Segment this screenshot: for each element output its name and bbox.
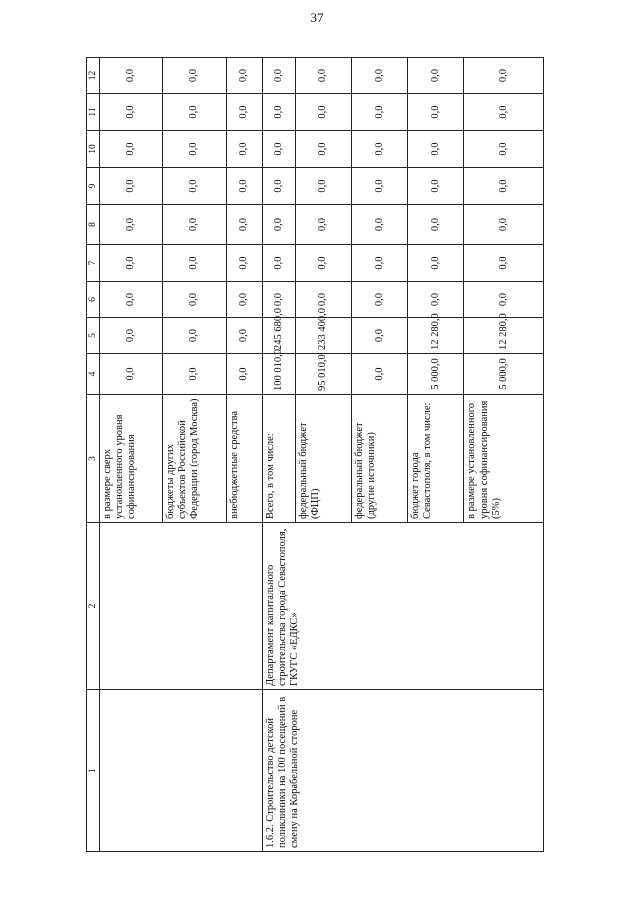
value-cell: 0,0 bbox=[408, 205, 464, 245]
value-cell: 0,0 bbox=[163, 131, 227, 168]
value-cell bbox=[100, 57, 163, 58]
value-cell: 0,0 bbox=[464, 168, 544, 205]
column-number: 3 bbox=[87, 395, 100, 523]
value-cell: 0,0 bbox=[352, 205, 408, 245]
column-number: 9 bbox=[87, 168, 100, 205]
value-cell: 0,0 bbox=[263, 168, 296, 205]
table-row bbox=[263, 57, 296, 852]
executor-cell bbox=[100, 523, 263, 690]
value-cell: 0,0 bbox=[464, 58, 544, 94]
value-cell: 0,0 bbox=[100, 168, 163, 205]
table-row bbox=[100, 57, 163, 852]
value-cell: 0,0 bbox=[163, 58, 227, 94]
column-number: 11 bbox=[87, 94, 100, 131]
value-cell: 0,0 bbox=[408, 282, 464, 318]
value-cell: 0,0 bbox=[163, 245, 227, 282]
funding-table bbox=[86, 57, 544, 852]
value-cell: 0,0 bbox=[464, 245, 544, 282]
value-cell: 245 680,0 bbox=[263, 318, 296, 354]
funding-source-cell: бюджет города Севастополя, в том числе: bbox=[408, 395, 464, 523]
value-cell: 0,0 bbox=[408, 94, 464, 131]
value-cell: 0,0 bbox=[163, 94, 227, 131]
column-number: 7 bbox=[87, 245, 100, 282]
value-cell: 12 280,0 bbox=[408, 318, 464, 354]
value-cell bbox=[352, 57, 408, 58]
funding-source-cell: федеральный бюджет (ФЦП) bbox=[295, 395, 351, 523]
value-cell: 0,0 bbox=[100, 318, 163, 354]
column-number bbox=[87, 57, 100, 58]
value-cell: 0,0 bbox=[227, 205, 263, 245]
value-cell: 0,0 bbox=[263, 245, 296, 282]
value-cell: 0,0 bbox=[295, 282, 351, 318]
value-cell: 0,0 bbox=[227, 131, 263, 168]
value-cell: 0,0 bbox=[227, 245, 263, 282]
column-number: 12 bbox=[87, 58, 100, 94]
value-cell bbox=[464, 57, 544, 58]
value-cell: 0,0 bbox=[295, 94, 351, 131]
funding-source-cell: внебюджетные средства bbox=[227, 395, 263, 523]
value-cell: 0,0 bbox=[100, 205, 163, 245]
value-cell: 0,0 bbox=[352, 245, 408, 282]
value-cell: 0,0 bbox=[100, 354, 163, 395]
value-cell: 0,0 bbox=[163, 318, 227, 354]
value-cell: 0,0 bbox=[227, 168, 263, 205]
funding-source-cell: Всего, в том числе: bbox=[263, 395, 296, 523]
value-cell: 0,0 bbox=[263, 131, 296, 168]
value-cell: 0,0 bbox=[100, 131, 163, 168]
value-cell bbox=[295, 57, 351, 58]
value-cell: 0,0 bbox=[227, 282, 263, 318]
value-cell: 5 000,0 bbox=[464, 354, 544, 395]
value-cell: 0,0 bbox=[163, 354, 227, 395]
value-cell: 0,0 bbox=[352, 94, 408, 131]
value-cell: 0,0 bbox=[408, 245, 464, 282]
value-cell: 0,0 bbox=[163, 168, 227, 205]
value-cell: 95 010,0 bbox=[295, 354, 351, 395]
value-cell bbox=[408, 57, 464, 58]
value-cell: 0,0 bbox=[163, 282, 227, 318]
value-cell bbox=[163, 57, 227, 58]
column-number: 2 bbox=[87, 523, 100, 690]
project-name-cell bbox=[100, 690, 263, 852]
executor-cell: Департамент капитального строительства города Севастополя, ГКУГС «ЕДКС» bbox=[263, 523, 544, 690]
value-cell: 0,0 bbox=[352, 282, 408, 318]
value-cell: 0,0 bbox=[352, 131, 408, 168]
value-cell: 0,0 bbox=[163, 205, 227, 245]
value-cell: 0,0 bbox=[263, 94, 296, 131]
column-number: 10 bbox=[87, 131, 100, 168]
value-cell: 0,0 bbox=[295, 245, 351, 282]
column-number: 5 bbox=[87, 318, 100, 354]
value-cell: 0,0 bbox=[227, 94, 263, 131]
value-cell: 0,0 bbox=[100, 282, 163, 318]
value-cell: 0,0 bbox=[100, 58, 163, 94]
value-cell: 0,0 bbox=[464, 94, 544, 131]
value-cell: 0,0 bbox=[227, 318, 263, 354]
value-cell: 0,0 bbox=[263, 282, 296, 318]
value-cell: 0,0 bbox=[295, 131, 351, 168]
value-cell: 0,0 bbox=[464, 205, 544, 245]
table-container bbox=[86, 57, 544, 852]
funding-source-cell: бюджеты других субъектов Российской Федерации (город Москва) bbox=[163, 395, 227, 523]
column-number: 1 bbox=[87, 690, 100, 852]
value-cell: 0,0 bbox=[408, 168, 464, 205]
value-cell: 0,0 bbox=[464, 131, 544, 168]
value-cell: 0,0 bbox=[295, 168, 351, 205]
value-cell: 0,0 bbox=[227, 58, 263, 94]
page-number: 37 bbox=[310, 10, 324, 25]
value-cell: 0,0 bbox=[352, 354, 408, 395]
funding-source-cell: федеральный бюджет (другие источники) bbox=[352, 395, 408, 523]
value-cell: 5 000,0 bbox=[408, 354, 464, 395]
value-cell: 12 280,0 bbox=[464, 318, 544, 354]
value-cell bbox=[227, 57, 263, 58]
value-cell: 0,0 bbox=[295, 205, 351, 245]
value-cell: 0,0 bbox=[263, 205, 296, 245]
value-cell: 0,0 bbox=[295, 58, 351, 94]
value-cell bbox=[263, 57, 296, 58]
value-cell: 0,0 bbox=[408, 131, 464, 168]
value-cell: 0,0 bbox=[100, 94, 163, 131]
value-cell: 233 400,0 bbox=[295, 318, 351, 354]
project-name-cell: 1.6.2. Строительство детской поликлиники на 100 посещений в смену на Корабельной стороне bbox=[263, 690, 544, 852]
value-cell: 0,0 bbox=[464, 282, 544, 318]
funding-source-cell: в размере сверх установленного уровня софинансирования bbox=[100, 395, 163, 523]
value-cell: 0,0 bbox=[227, 354, 263, 395]
funding-source-cell: в размере установленного уровня софинансирования (5%) bbox=[464, 395, 544, 523]
value-cell: 0,0 bbox=[352, 318, 408, 354]
value-cell: 0,0 bbox=[263, 58, 296, 94]
column-number: 4 bbox=[87, 354, 100, 395]
value-cell: 0,0 bbox=[352, 58, 408, 94]
column-number: 8 bbox=[87, 205, 100, 245]
column-number: 6 bbox=[87, 282, 100, 318]
value-cell: 100 010,0 bbox=[263, 354, 296, 395]
value-cell: 0,0 bbox=[100, 245, 163, 282]
value-cell: 0,0 bbox=[408, 58, 464, 94]
value-cell: 0,0 bbox=[352, 168, 408, 205]
column-number-row bbox=[87, 57, 100, 852]
